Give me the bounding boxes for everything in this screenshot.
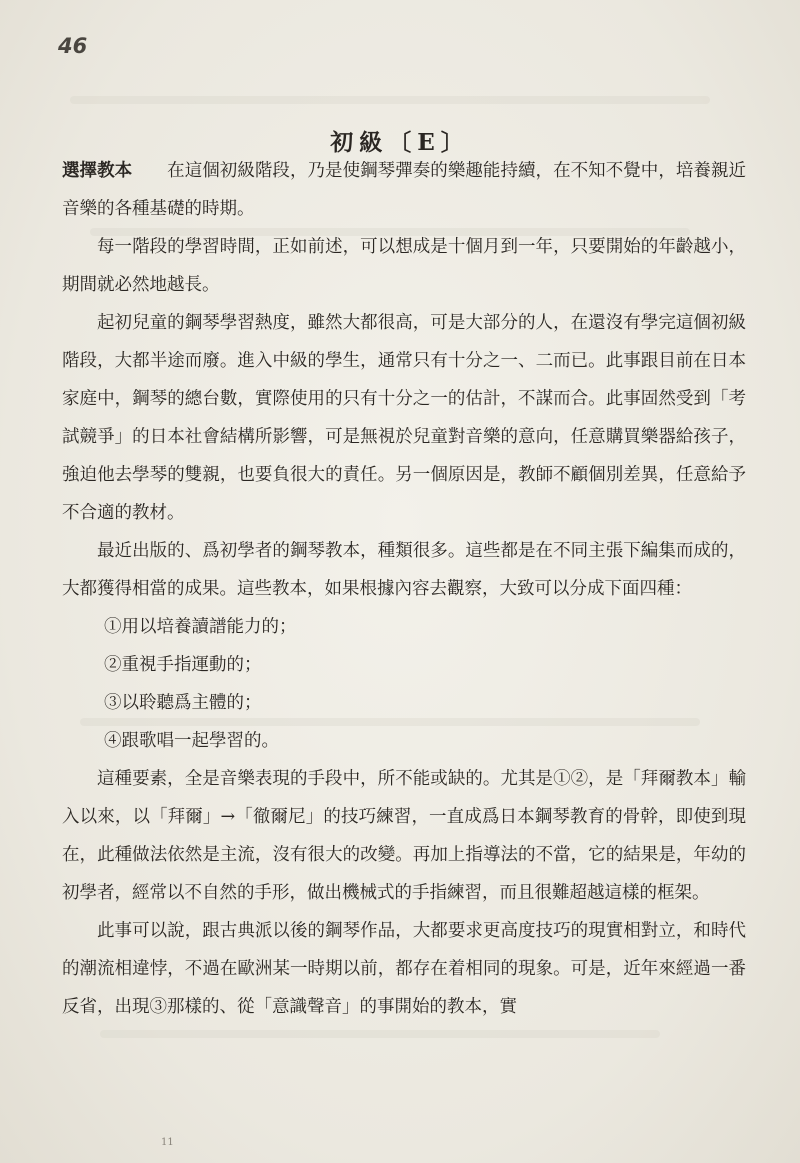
paragraph: 最近出版的、爲初學者的鋼琴教本，種類很多。這些都是在不同主張下編集而成的，大都獲得相當的成果。這些教本，如果根據內容去觀察，大致可以分成下面四種： [62,541,746,599]
paragraph: 這種要素，全是音樂表現的手段中，所不能或缺的。尤其是①②，是「拜爾教本」輸入以來，以「拜爾」→「徹爾尼」的技巧練習，一直成爲日本鋼琴教育的骨幹，即使到現在，此種做法依然是主流，沒有很大的改變。再加上指導法的不當，它的結果是，年幼的初學者，經常以不自然的手形，做出機械式的手指練習，而且很難超越這樣的框架。 [62,769,746,903]
list-item: ②重視手指運動的； [104,655,262,675]
bleed-through-mark [100,1030,660,1038]
list-item: ④跟歌唱一起學習的。 [104,731,279,751]
page-title: 初級〔E〕 [330,129,470,156]
section-heading: 選擇教本 [62,161,133,181]
bleed-through-mark [70,96,710,104]
footer-mark: 11 [161,1137,174,1148]
paragraph [62,152,746,228]
paragraph: 每一階段的學習時間，正如前述，可以想成是十個月到一年，只要開始的年齡越小，期間就必然地越長。 [62,237,746,295]
paragraph: 此事可以說，跟古典派以後的鋼琴作品，大都要求更高度技巧的現實相對立，和時代的潮流相違悖，不過在歐洲某一時期以前，都存在着相同的現象。可是，近年來經過一番反省，出現③那樣的、從「意識聲音」的事開始的教本，實 [62,921,746,1017]
body-text [62,152,746,1026]
paragraph: 起初兒童的鋼琴學習熱度，雖然大都很高，可是大部分的人，在還沒有學完這個初級階段，大都半途而廢。進入中級的學生，通常只有十分之一、二而已。此事跟目前在日本家庭中，鋼琴的總台數，實際使用的只有十分之一的估計，不謀而合。此事固然受到「考試競爭」的日本社會結構所影響，可是無視於兒童對音樂的意向，任意購買樂器給孩子，強迫他去學琴的雙親，也要負很大的責任。另一個原因是，教師不顧個別差異，任意給予不合適的教材。 [62,313,746,523]
page-number: 46 [58,34,88,58]
paragraph-text: 在這個初級階段，乃是使鋼琴彈奏的樂趣能持續，在不知不覺中，培養親近音樂的各種基礎的時期。 [62,161,747,219]
list-item: ①用以培養讀譜能力的； [104,617,297,637]
list-item: ③以聆聽爲主體的； [104,693,262,713]
